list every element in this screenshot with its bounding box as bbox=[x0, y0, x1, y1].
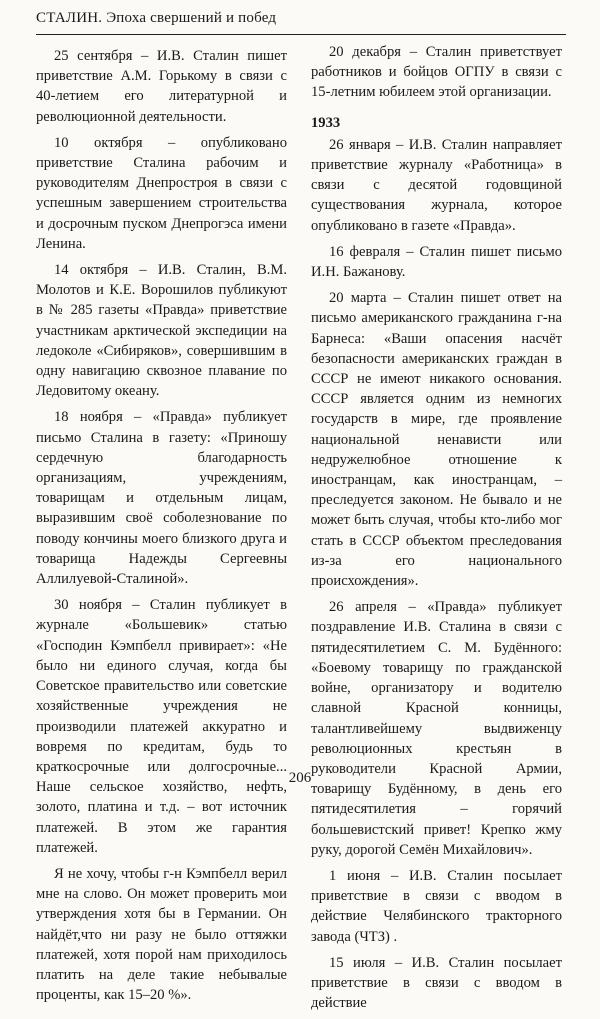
year-heading: 1933 bbox=[311, 114, 341, 131]
right-column bbox=[311, 42, 562, 1019]
paragraph: 25 сентября – И.В. Сталин пишет приветствие А.М. Горькому в связи с 40-летием его литературной и революционной деятельности. bbox=[36, 48, 287, 125]
paragraph: 16 февраля – Сталин пишет письмо И.Н. Бажанову. bbox=[311, 243, 562, 281]
paragraph: 18 ноября – «Правда» публикует письмо Сталина в газету: «Приношу сердечную благодарность организациям, учреждениям, товарищам и отдельным лицам, выразившим своё соболезнование по поводу кончины моего близкого друга и товарища Надежды Сергеевны Аллилуевой-Сталиной». bbox=[36, 409, 287, 588]
header-rule bbox=[36, 34, 566, 35]
paragraph: 26 апреля – «Правда» публикует поздравление И.В. Сталина в связи с пятидесятилетием С. М. Будённого: «Боевому товарищу по гражданской войне, организатору и водителю славной Красной конницы, талантливейшему выдвиженцу революционных крестьян в руководители Красной Армии, товарищу Будённому, в день его пятидесятилетия – горячий большевистский привет! Крепко жму руку, дорогой Семён Михайлович». bbox=[311, 599, 562, 858]
paragraph: Я не хочу, чтобы г-н Кэмпбелл верил мне на слово. Он может проверить мои утверждения хотя бы в Германии. Он найдёт,что ни разу не было оттяжки платежей, хотя порой нам приходилось платить на деле такие небывалые проценты, как 15–20 %». bbox=[36, 865, 287, 1004]
paragraph: 20 марта – Сталин пишет ответ на письмо американского гражданина г-на Барнеса: «Ваши опасения насчёт безопасности американских граждан в СССР не имеют никакого основания. СССР является одним из немногих государств в мире, где проявление национальной ненависти или недружелюбное отношение к иностранцам, как иностранцам, – преследуется законом. Не бывало и не может быть случая, чтобы кто-либо мог стать в СССР объектом преследования из-за его национального происхождения». bbox=[311, 290, 562, 590]
paragraph: 20 декабря – Сталин приветствует работников и бойцов ОГПУ в связи с 15-летним юбилеем этой организации. bbox=[311, 44, 562, 101]
paragraph: 15 июля – И.В. Сталин посылает приветствие в связи с вводом в действие bbox=[311, 954, 562, 1012]
paragraph: 1 июня – И.В. Сталин посылает приветствие в связи с вводом в действие Челябинского тракторного завода (ЧТЗ) . bbox=[311, 867, 562, 945]
paragraph: 26 января – И.В. Сталин направляет приветствие журналу «Работница» в связи с десятой годовщиной существования журнала, которое опубликовано в газете «Правда». bbox=[311, 136, 562, 234]
paragraph: 14 октября – И.В. Сталин, В.М. Молотов и К.Е. Ворошилов публикуют в № 285 газеты «Правда» приветствие участникам арктической экспедиции на ледоколе «Сибиряков», совершившим в одну навигацию сквозное плавание по Ледовитому океану. bbox=[36, 262, 287, 400]
paragraph: 30 ноября – Сталин публикует в журнале «Большевик» статью «Господин Кэмпбелл привирает»: «Не было ни единого случая, когда бы Советское правительство или советские хозяйственные учреждения не производили платежей аккуратно и вовремя по кредитам, будь то краткосрочные или долгосрочные... Наше сельское хозяйство, нефть, золото, платина и т.д. – вот источник платежей. В этом же гарантия платежей. bbox=[36, 597, 287, 856]
left-column bbox=[36, 46, 287, 1011]
page-number: 206 bbox=[288, 770, 312, 786]
running-header: СТАЛИН. Эпоха свершений и побед bbox=[36, 10, 277, 26]
paragraph: 10 октября – опубликовано приветствие Сталина рабочим и руководителям Днепростроя в связи с успешным завершением строительства и досрочным пуском Днепрогэса имени Ленина. bbox=[36, 134, 287, 252]
